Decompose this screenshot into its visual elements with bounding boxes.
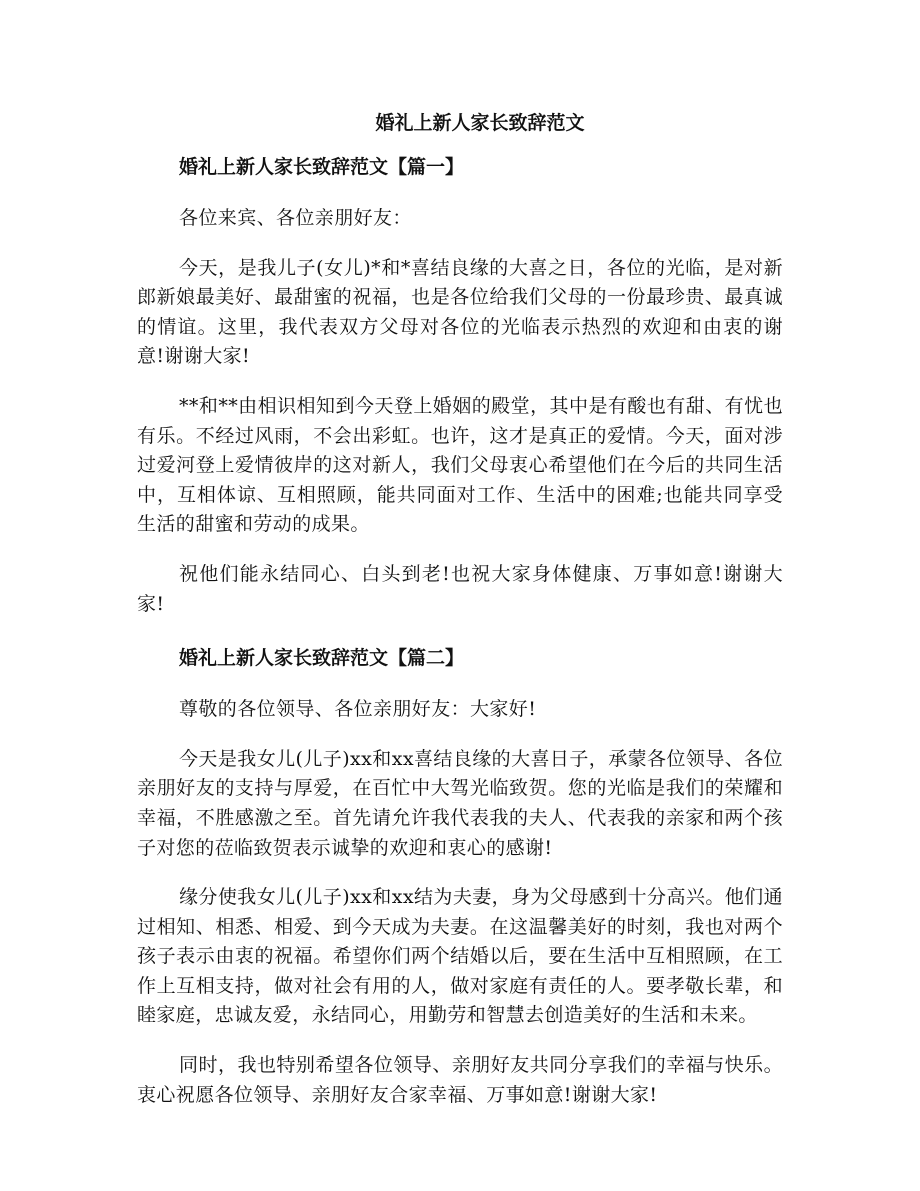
paragraph: 今天是我女儿(儿子)xx和xx喜结良缘的大喜日子，承蒙各位领导、各位亲朋好友的支持与厚爱，在百忙中大驾光临致贺。您的光临是我们的荣耀和幸福，不胜感激之至。首先请允许我代表我的夫人、代表我的亲家和两个孩子对您的莅临致贺表示诚挚的欢迎和衷心的感谢!	[137, 747, 783, 859]
paragraph: 祝他们能永结同心、白头到老!也祝大家身体健康、万事如意!谢谢大家!	[137, 562, 783, 615]
document-body	[137, 150, 783, 1110]
paragraph: 缘分使我女儿(儿子)xx和xx结为夫妻，身为父母感到十分高兴。他们通过相知、相悉、相爱、到今天成为夫妻。在这温馨美好的时刻，我也对两个孩子表示由衷的祝福。希望你们两个结婚以后，要在生活中互相照顾，在工作上互相支持，做对社会有用的人，做对家庭有责任的人。要孝敬长辈，和睦家庭，忠诚友爱，永结同心，用勤劳和智慧去创造美好的生活和未来。	[137, 886, 783, 1027]
document-title: 婚礼上新人家长致辞范文	[375, 112, 585, 134]
paragraph: 今天，是我儿子(女儿)*和*喜结良缘的大喜之日，各位的光临，是对新郎新娘最美好、最甜蜜的祝福，也是各位给我们父母的一份最珍贵、最真诚的情谊。这里，我代表双方父母对各位的光临表示热烈的欢迎和由衷的谢意!谢谢大家!	[137, 256, 783, 368]
section-heading: 婚礼上新人家长致辞范文【篇二】	[179, 647, 465, 670]
paragraph: **和**由相识相知到今天登上婚姻的殿堂，其中是有酸也有甜、有忧也有乐。不经过风雨，不会出彩虹。也许，这才是真正的爱情。今天，面对涉过爱河登上爱情彼岸的这对新人，我们父母衷心希望他们在今后的共同生活中，互相体谅、互相照顾，能共同面对工作、生活中的困难;也能共同享受生活的甜蜜和劳动的成果。	[137, 394, 783, 536]
paragraph: 同时，我也特别希望各位领导、亲朋好友共同分享我们的幸福与快乐。衷心祝愿各位领导、亲朋好友合家幸福、万事如意!谢谢大家!	[137, 1054, 783, 1106]
section-heading: 婚礼上新人家长致辞范文【篇一】	[179, 156, 465, 178]
paragraph: 尊敬的各位领导、各位亲朋好友：大家好!	[179, 698, 537, 721]
paragraph: 各位来宾、各位亲朋好友：	[179, 207, 412, 229]
